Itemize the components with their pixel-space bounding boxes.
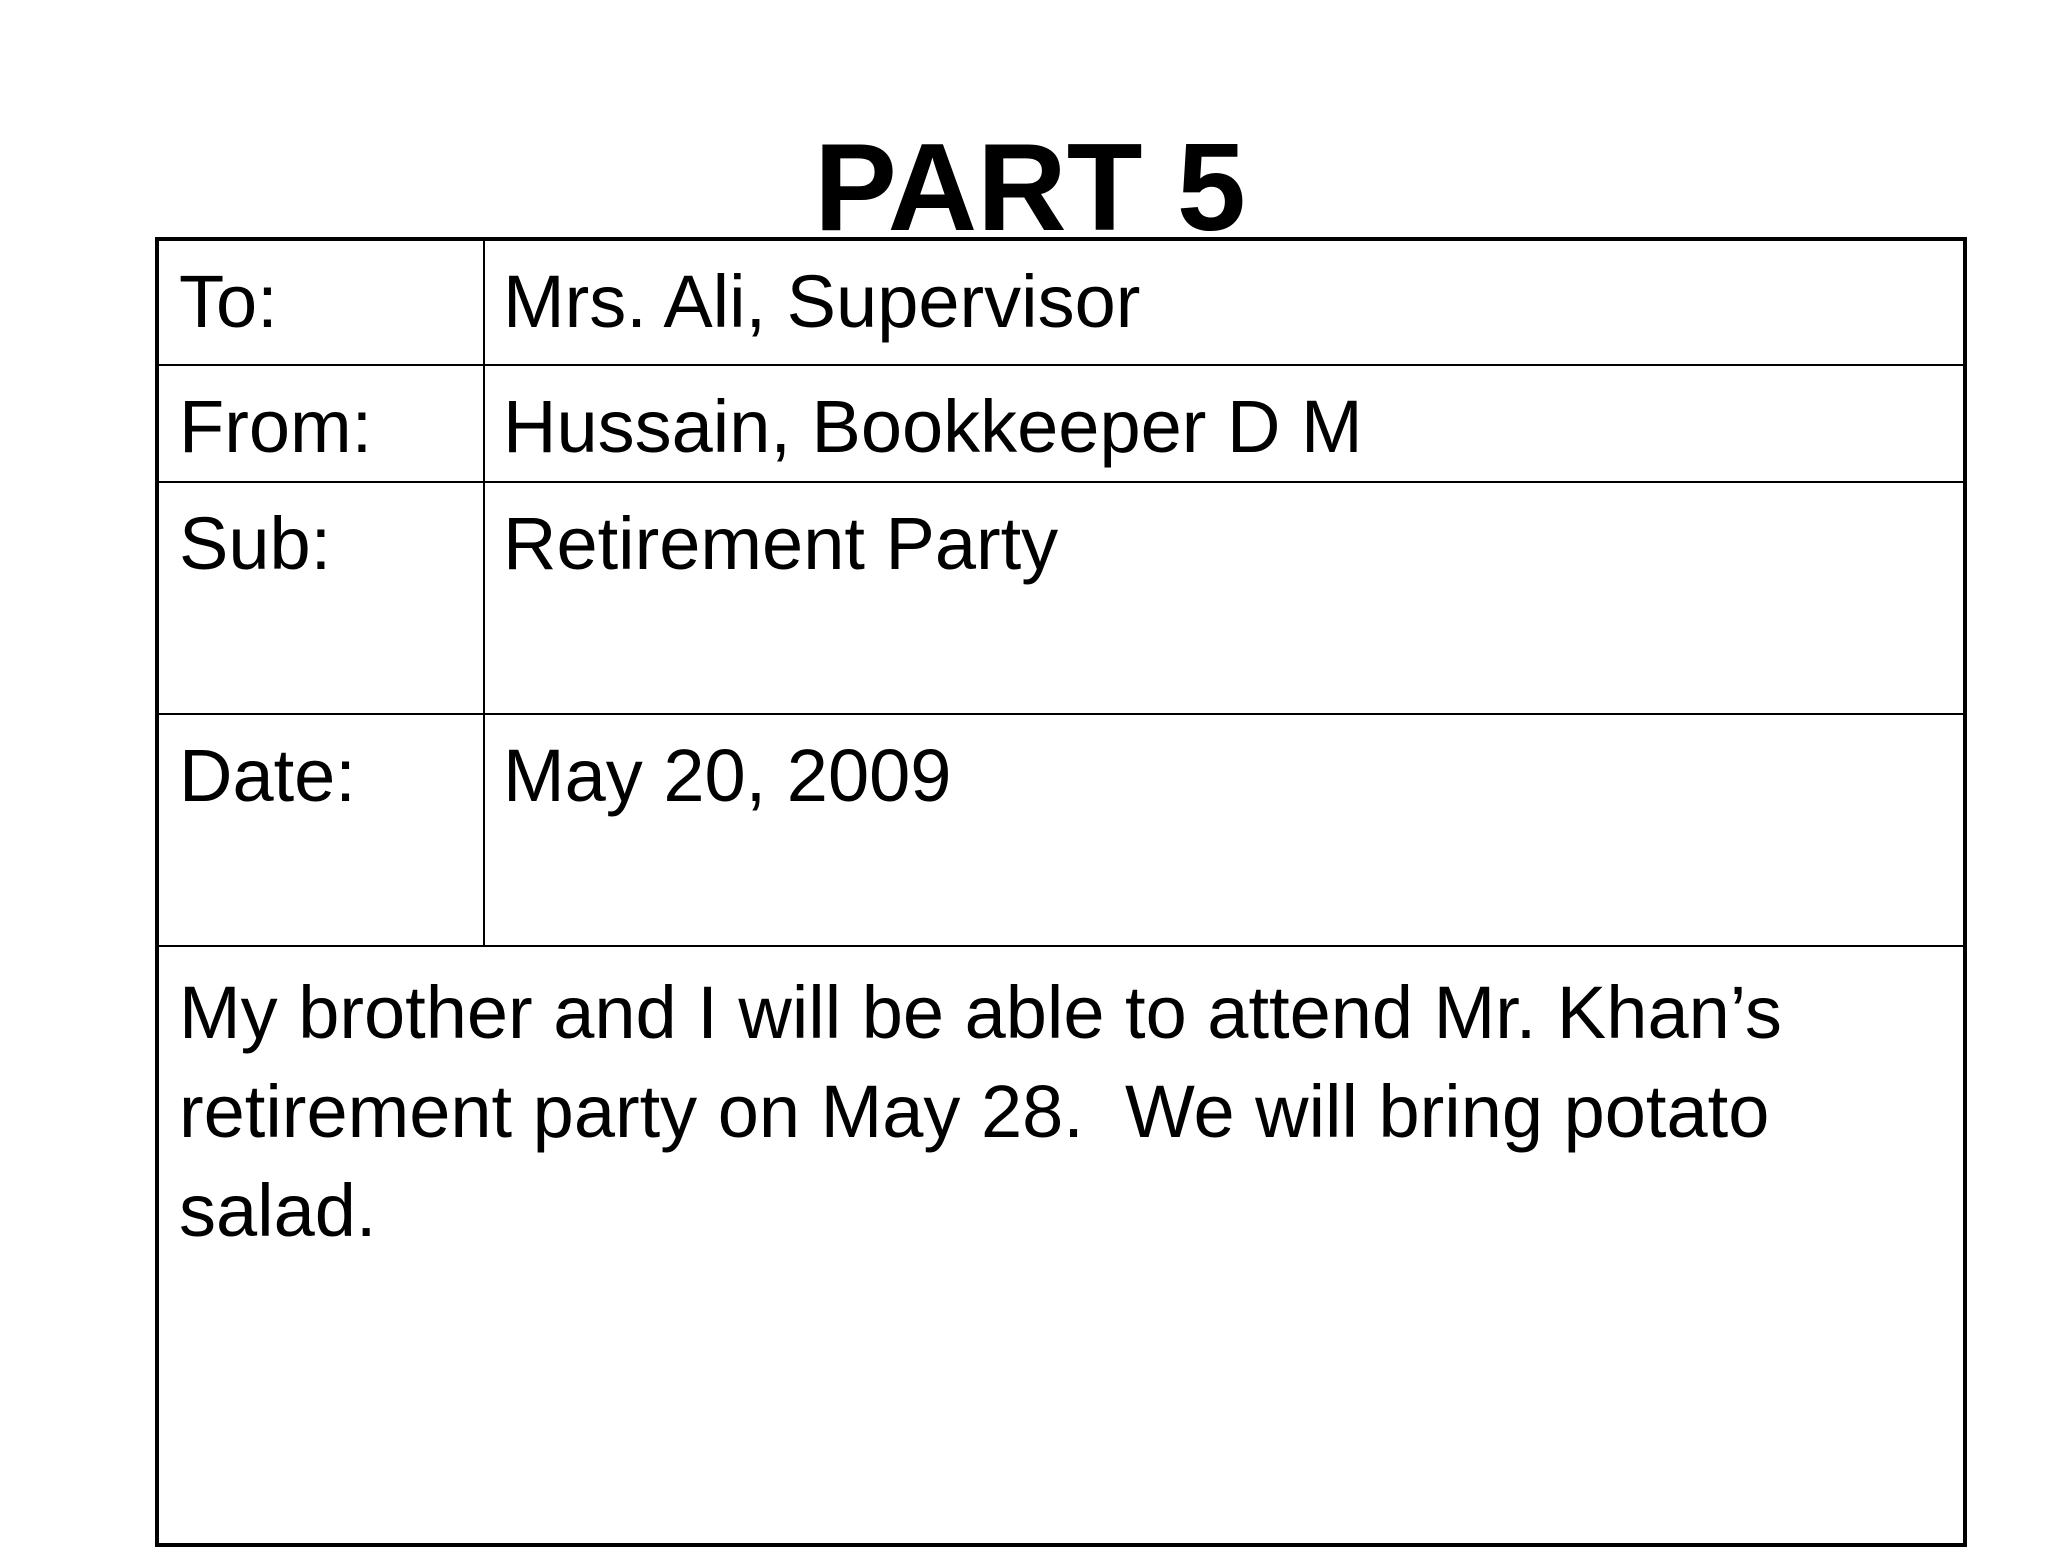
from-label: From:: [179, 385, 373, 468]
date-label: Date:: [179, 734, 356, 817]
memo-row-from: [159, 366, 1963, 483]
memo-body-text: My brother and I will be able to attend Mr. Khan’s retirement party on May 28. We will bring potato salad.: [179, 971, 1803, 1252]
slide-title: PART 5: [814, 119, 1246, 257]
memo-row-to: [159, 241, 1963, 366]
date-value: May 20, 2009: [503, 734, 952, 817]
subject-label: Sub:: [179, 502, 332, 585]
from-value: Hussain, Bookkeeper D M: [503, 385, 1363, 468]
memo-row-subject: [159, 483, 1963, 715]
memo-body-cell: [159, 947, 1963, 1543]
memo-row-date: [159, 715, 1963, 947]
subject-value: Retirement Party: [503, 502, 1059, 585]
to-value: Mrs. Ali, Supervisor: [503, 260, 1141, 343]
memo-table: [155, 237, 1967, 1547]
to-label: To:: [179, 260, 278, 343]
